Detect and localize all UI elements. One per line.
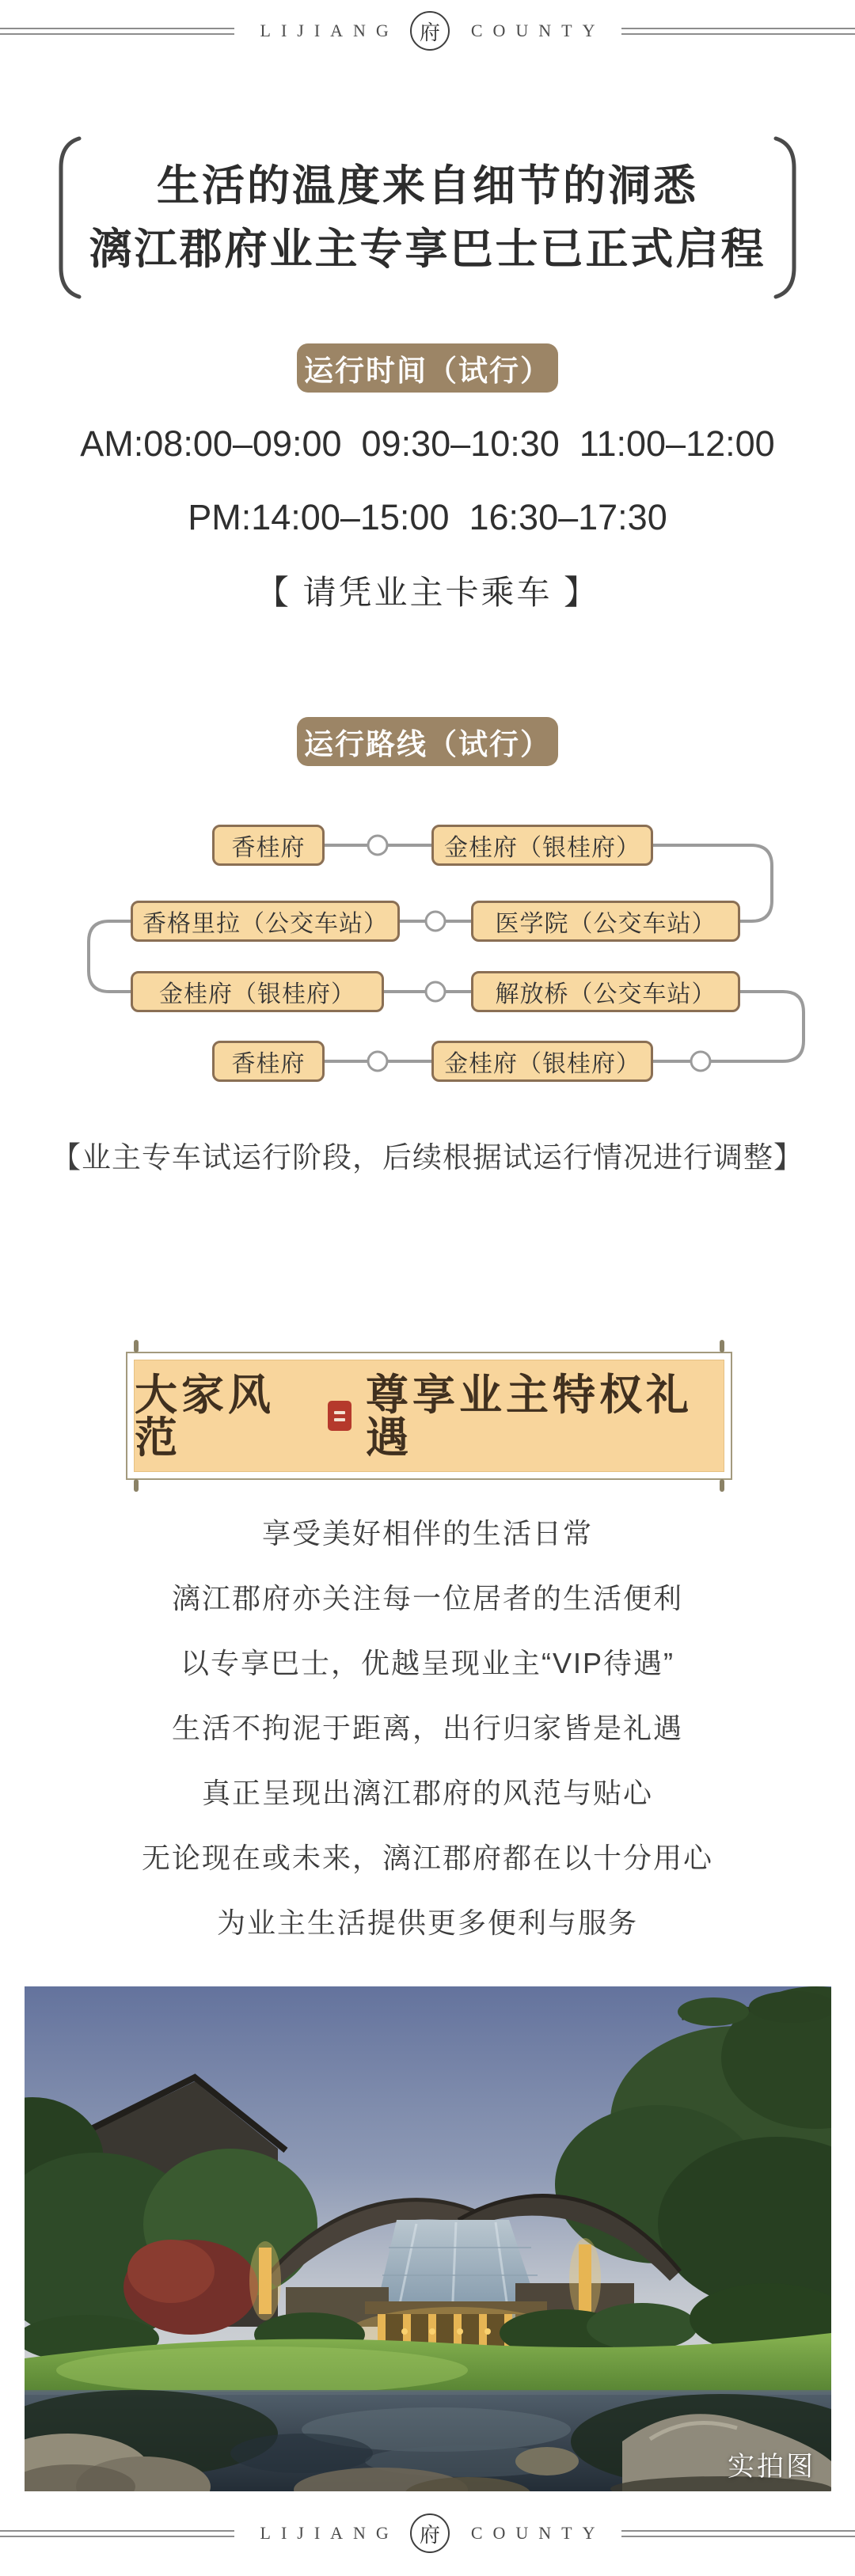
- brand-name-right: COUNTY: [470, 21, 606, 40]
- body-line: 为业主生活提供更多便利与服务: [216, 1906, 638, 1939]
- route-stop: 香桂府: [212, 825, 325, 866]
- route-stop: 医学院（公交车站）: [471, 901, 740, 942]
- body-line: 漓江郡府亦关注每一位居者的生活便利: [171, 1582, 683, 1614]
- footer-brand: [0, 2513, 855, 2553]
- header-rule-left: [0, 28, 234, 35]
- route-connector-lines: [0, 807, 855, 1086]
- estate-photo: [25, 1986, 831, 2491]
- banner-pin-icon: [720, 1479, 724, 1492]
- footer-rule-right: [621, 2530, 855, 2537]
- red-seal-icon: [328, 1401, 352, 1431]
- brand-seal-icon: 府: [410, 2513, 450, 2553]
- banner-text-right: 尊享业主特权礼遇: [366, 1369, 693, 1463]
- route-stop: 香格里拉（公交车站）: [131, 901, 400, 942]
- route-stop: 金桂府（银桂府）: [431, 1041, 653, 1082]
- brand-name-left: LIJIANG: [260, 2523, 399, 2543]
- title-line-1: 生活的温度来自细节的洞悉: [157, 162, 698, 210]
- route-stop: 金桂府（银桂府）: [131, 971, 384, 1012]
- trial-run-note: 【业主专车试运行阶段，后续根据试运行情况进行调整】: [51, 1141, 804, 1174]
- body-line: 无论现在或未来，漓江郡府都在以十分用心: [141, 1842, 713, 1874]
- am-schedule: AM:08:00–09:00 09:30–10:30 11:00–12:00: [80, 423, 775, 464]
- route-stop: 解放桥（公交车站）: [471, 971, 740, 1012]
- body-line: 生活不拘泥于距离，出行归家皆是礼遇: [171, 1712, 683, 1744]
- run-route-badge: 运行路线（试行）: [297, 717, 558, 766]
- footer-rule-left: [0, 2530, 234, 2537]
- body-line: 以专享巴士，优越呈现业主“VIP待遇”: [180, 1647, 674, 1679]
- title-line-2: 漓江郡府业主专享巴士已正式启程: [89, 226, 766, 273]
- banner-pin-icon: [134, 1479, 139, 1492]
- page-title: [0, 133, 855, 302]
- route-stop: 金桂府（银桂府）: [431, 825, 653, 866]
- header-rule-right: [621, 28, 855, 35]
- run-time-badge: 运行时间（试行）: [297, 343, 558, 393]
- ride-card-note: 【 请凭业主卡乘车 】: [255, 574, 600, 611]
- banner-pin-icon: [134, 1340, 139, 1352]
- brand-name-left: LIJIANG: [260, 21, 399, 40]
- brand-seal-icon: 府: [410, 11, 450, 51]
- brand-name-right: COUNTY: [470, 2523, 606, 2543]
- estate-photo-illustration: [25, 1986, 831, 2491]
- body-line: 享受美好相伴的生活日常: [261, 1517, 593, 1550]
- pm-schedule: PM:14:00–15:00 16:30–17:30: [188, 497, 667, 537]
- banner-text-left: 大家风范: [135, 1369, 275, 1463]
- body-copy: [0, 1516, 855, 1971]
- privilege-banner: [126, 1352, 732, 1480]
- route-stop: 香桂府: [212, 1041, 325, 1082]
- photo-caption: 实拍图: [728, 2452, 815, 2482]
- banner-pin-icon: [720, 1340, 724, 1352]
- route-diagram: [0, 807, 855, 1086]
- header-brand: [0, 11, 855, 51]
- body-line: 真正呈现出漓江郡府的风范与贴心: [201, 1777, 653, 1809]
